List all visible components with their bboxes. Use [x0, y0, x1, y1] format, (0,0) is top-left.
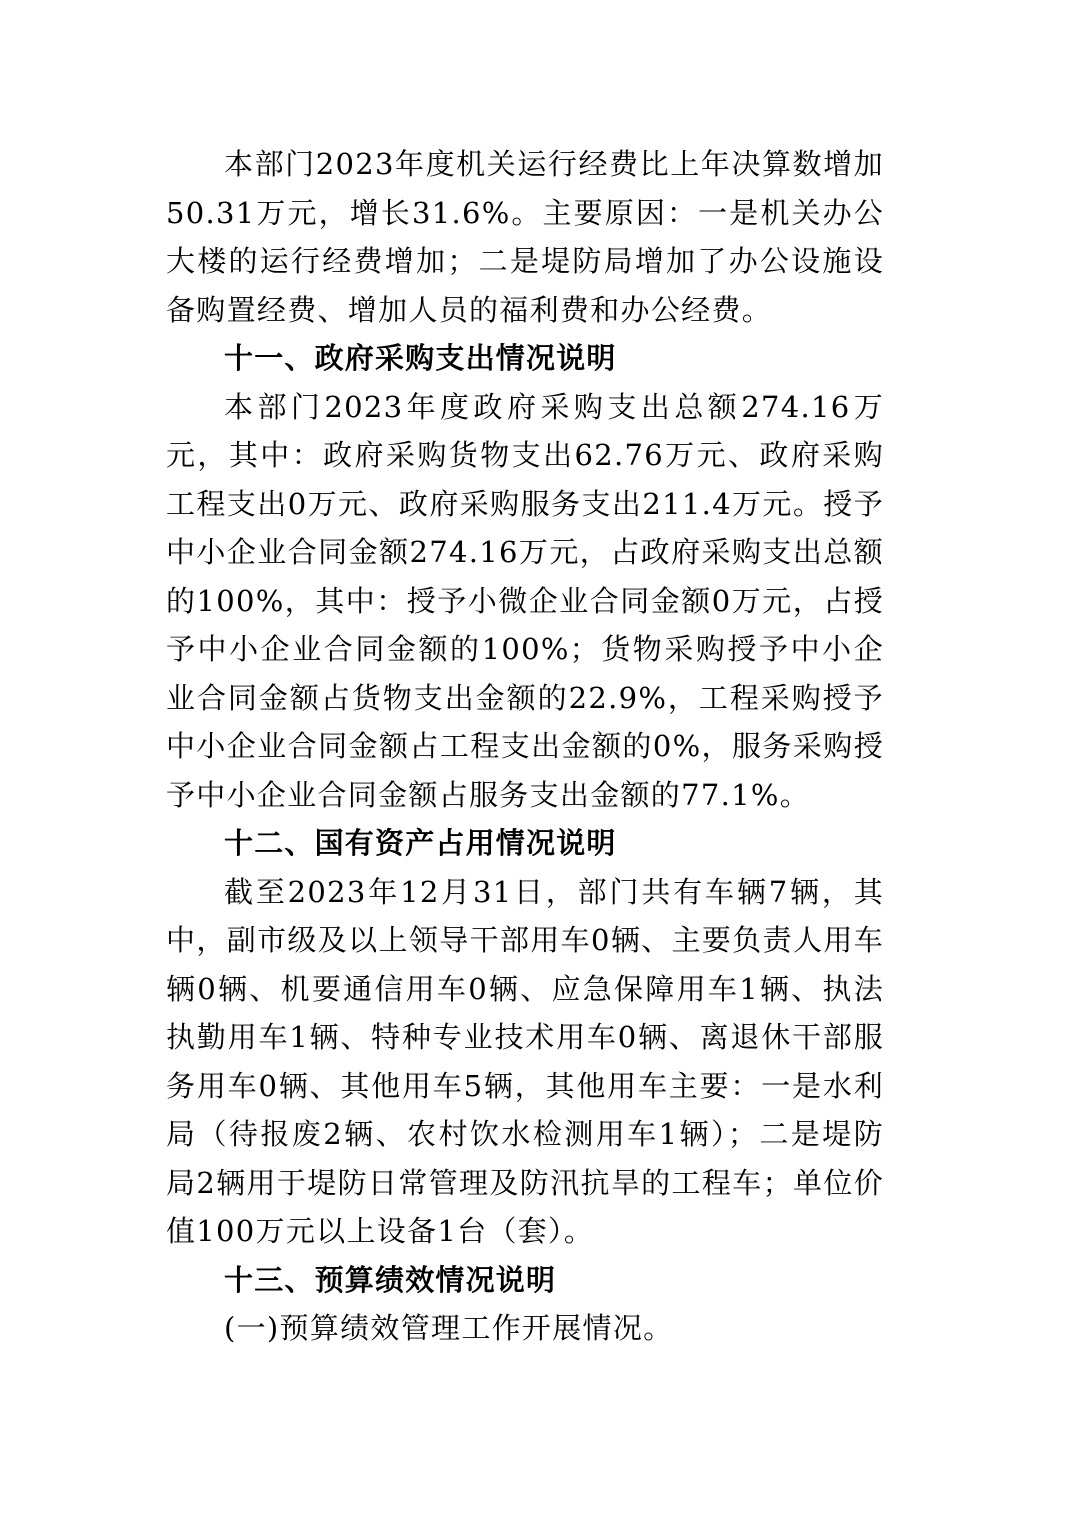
heading-procurement: 十一、政府采购支出情况说明 — [224, 341, 617, 375]
paragraph-running-costs: 本部门2023年度机关运行经费比上年决算数增加50.31万元，增长31.6%。主要原因：一是机关办公大楼的运行经费增加；二是堤防局增加了办公设施设备购置经费、增加人员的福利费和办公经费。 — [166, 147, 884, 327]
heading-assets: 十二、国有资产占用情况说明 — [224, 826, 617, 860]
paragraph-assets: 截至2023年12月31日，部门共有车辆7辆，其中，副市级及以上领导干部用车0辆、主要负责人用车辆0辆、机要通信用车0辆、应急保障用车1辆、执法执勤用车1辆、特种专业技术用车0辆、离退休干部服务用车0辆、其他用车5辆，其他用车主要：一是水利局（待报废2辆、农村饮水检测用车1辆）；二是堤防局2辆用于堤防日常管理及防汛抗旱的工程车；单位价值100万元以上设备1台（套）。 — [166, 874, 884, 1248]
subheading-performance-work: (一)预算绩效管理工作开展情况。 — [224, 1311, 674, 1345]
heading-performance: 十三、预算绩效情况说明 — [224, 1262, 557, 1297]
paragraph-procurement: 本部门2023年度政府采购支出总额274.16万元，其中：政府采购货物支出62.76万元、政府采购工程支出0万元、政府采购服务支出211.4万元。授予中小企业合同金额274.16万元，占政府采购支出总额的100%，其中：授予小微企业合同金额0万元，占授予中小企业合同金额的100%；货物采购授予中小企业合同金额占货物支出金额的22.9%，工程采购授予中小企业合同金额占工程支出金额的0%，服务采购授予中小企业合同金额占服务支出金额的77.1%。 — [166, 389, 884, 812]
document-body — [166, 140, 884, 1353]
